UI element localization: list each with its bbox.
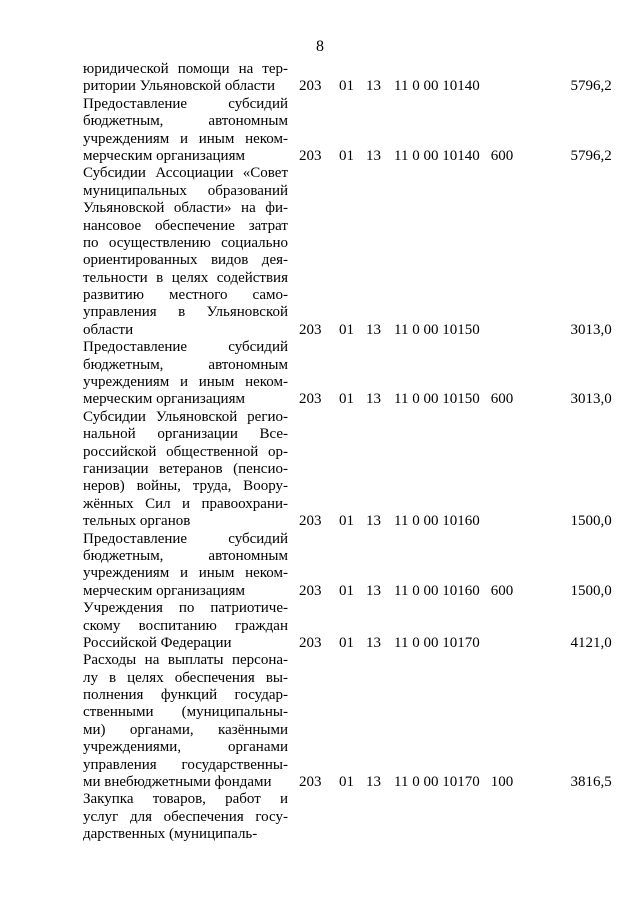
row-name-line: учреждениям и иным неком- <box>83 374 288 391</box>
row-csr: 11 0 00 10160 <box>394 513 480 530</box>
table-row <box>83 339 612 409</box>
row-name-line: бюджетным, автономным <box>83 547 288 564</box>
row-min: 203 <box>299 78 322 95</box>
row-name-line: Предоставление субсидий <box>83 339 288 356</box>
row-name-line: тельных органов <box>83 513 191 530</box>
row-name-line: нансовое обеспечение затрат <box>83 217 288 234</box>
row-min: 203 <box>299 513 322 530</box>
row-sum: 5796,2 <box>570 78 612 95</box>
row-name <box>83 600 288 652</box>
row-sum: 3013,0 <box>570 321 612 338</box>
row-name <box>83 165 288 339</box>
row-vr: 600 <box>490 391 514 408</box>
row-name-line: жённых Сил и правоохрани- <box>83 495 288 512</box>
row-pr: 13 <box>366 513 381 530</box>
row-name <box>83 409 288 531</box>
row-name-line: Ульяновской области» на фи- <box>83 200 288 217</box>
row-name-line: ственными (муниципальны- <box>83 704 288 721</box>
row-csr: 11 0 00 10170 <box>394 774 480 790</box>
row-name-line: управления государственны- <box>83 756 288 773</box>
row-vr <box>480 600 530 652</box>
page-number: 8 <box>316 38 324 55</box>
table-row <box>83 165 612 339</box>
row-name-line: учреждениям и иным неком- <box>83 565 288 582</box>
row-rz: 01 <box>339 391 354 408</box>
row-name-line: ганизации ветеранов (пенсио- <box>83 460 288 477</box>
row-name <box>83 339 288 409</box>
row-vr <box>480 165 530 339</box>
row-name-line: мерческим организациям <box>83 147 245 164</box>
row-pr: 13 <box>366 147 381 164</box>
row-rz: 01 <box>339 147 354 164</box>
row-name <box>83 531 288 601</box>
budget-table-body <box>83 61 612 844</box>
row-name-line: тельности в целях содействия <box>83 269 288 286</box>
row-name-line: Учреждения по патриотиче- <box>83 600 288 617</box>
row-name-line: учреждениям и иным неком- <box>83 130 288 147</box>
table-row <box>83 652 612 791</box>
row-name-line: юридической помощи на тер- <box>83 61 288 77</box>
row-name-line: мерческим организациям <box>83 391 245 408</box>
row-rz: 01 <box>339 513 354 530</box>
table-row <box>83 96 612 166</box>
row-sum: 3013,0 <box>570 391 612 408</box>
row-name <box>83 652 288 791</box>
row-min: 203 <box>299 147 322 164</box>
row-vr <box>480 791 530 843</box>
row-pr: 13 <box>366 634 381 651</box>
row-vr: 600 <box>490 147 514 164</box>
row-rz: 01 <box>339 582 354 599</box>
row-name-line: Расходы на выплаты персона- <box>83 652 288 669</box>
row-name-line: учреждениями, органами <box>83 739 288 756</box>
row-name-line: мерческим организациям <box>83 582 245 599</box>
row-rz: 01 <box>339 321 354 338</box>
row-pr: 13 <box>366 321 381 338</box>
row-sum: 1500,0 <box>570 582 612 599</box>
row-sum: 4121,0 <box>570 634 612 651</box>
row-min: 203 <box>299 391 322 408</box>
table-row <box>83 791 612 843</box>
row-name-line: услуг для обеспечения госу- <box>83 808 288 825</box>
row-pr <box>355 791 383 843</box>
row-name-line: ми внебюджетными фондами <box>83 774 272 791</box>
row-name-line: неров) войны, труда, Воору- <box>83 478 288 495</box>
row-rz: 01 <box>339 78 354 95</box>
row-pr: 13 <box>366 774 381 790</box>
row-pr: 13 <box>366 78 381 95</box>
row-name-line: нальной организации Все- <box>83 426 288 443</box>
row-csr <box>383 791 480 843</box>
row-csr: 11 0 00 10140 <box>394 147 480 164</box>
row-name-line: бюджетным, автономным <box>83 113 288 130</box>
row-name-line: ориентированных видов дея- <box>83 252 288 269</box>
row-pr: 13 <box>366 391 381 408</box>
row-name <box>83 61 288 96</box>
row-csr: 11 0 00 10150 <box>394 391 480 408</box>
row-rz: 01 <box>339 634 354 651</box>
row-min <box>288 791 328 843</box>
row-min: 203 <box>299 582 322 599</box>
row-name-line: развитию местного само- <box>83 287 288 304</box>
row-name-line: Субсидии Ассоциации «Совет <box>83 165 288 182</box>
row-rz <box>328 791 355 843</box>
table-row <box>83 600 612 652</box>
row-rz: 01 <box>339 774 354 790</box>
row-name-line: скому воспитанию граждан <box>83 617 288 634</box>
row-name <box>83 791 288 843</box>
row-name-line: полнения функций государ- <box>83 687 288 704</box>
row-vr <box>480 409 530 531</box>
row-name <box>83 96 288 166</box>
row-csr: 11 0 00 10160 <box>394 582 480 599</box>
row-vr: 600 <box>490 582 514 599</box>
row-min: 203 <box>299 321 322 338</box>
row-csr: 11 0 00 10140 <box>394 78 480 95</box>
row-min: 203 <box>299 634 322 651</box>
row-name-line: Предоставление субсидий <box>83 95 288 112</box>
row-pr: 13 <box>366 582 381 599</box>
row-min: 203 <box>299 774 322 790</box>
row-name-line: Российской Федерации <box>83 634 232 651</box>
row-name-line: российской общественной ор- <box>83 443 288 460</box>
budget-table <box>83 61 612 844</box>
row-vr: 100 <box>490 774 514 790</box>
row-name-line: области <box>83 321 134 338</box>
table-row <box>83 409 612 531</box>
table-row <box>83 61 612 96</box>
row-name-line: муниципальных образований <box>83 182 288 199</box>
row-sum: 5796,2 <box>570 147 612 164</box>
row-name-line: Предоставление субсидий <box>83 530 288 547</box>
row-sum <box>530 791 612 843</box>
row-sum: 3816,5 <box>570 774 612 790</box>
row-sum: 1500,0 <box>570 513 612 530</box>
row-name-line: Субсидии Ульяновской регио- <box>83 408 288 425</box>
row-name-line: ми) органами, казёнными <box>83 721 288 738</box>
row-csr: 11 0 00 10170 <box>394 634 480 651</box>
row-name-line: Закупка товаров, работ и <box>83 791 288 808</box>
row-name-line: лу в целях обеспечения вы- <box>83 669 288 686</box>
row-name-line: по осуществлению социально <box>83 234 288 251</box>
row-vr <box>480 61 530 96</box>
row-name-line: управления в Ульяновской <box>83 304 288 321</box>
table-row <box>83 531 612 601</box>
row-name-line: дарственных (муниципаль- <box>83 826 258 843</box>
row-name-line: бюджетным, автономным <box>83 356 288 373</box>
row-csr: 11 0 00 10150 <box>394 321 480 338</box>
row-name-line: ритории Ульяновской области <box>83 78 275 95</box>
